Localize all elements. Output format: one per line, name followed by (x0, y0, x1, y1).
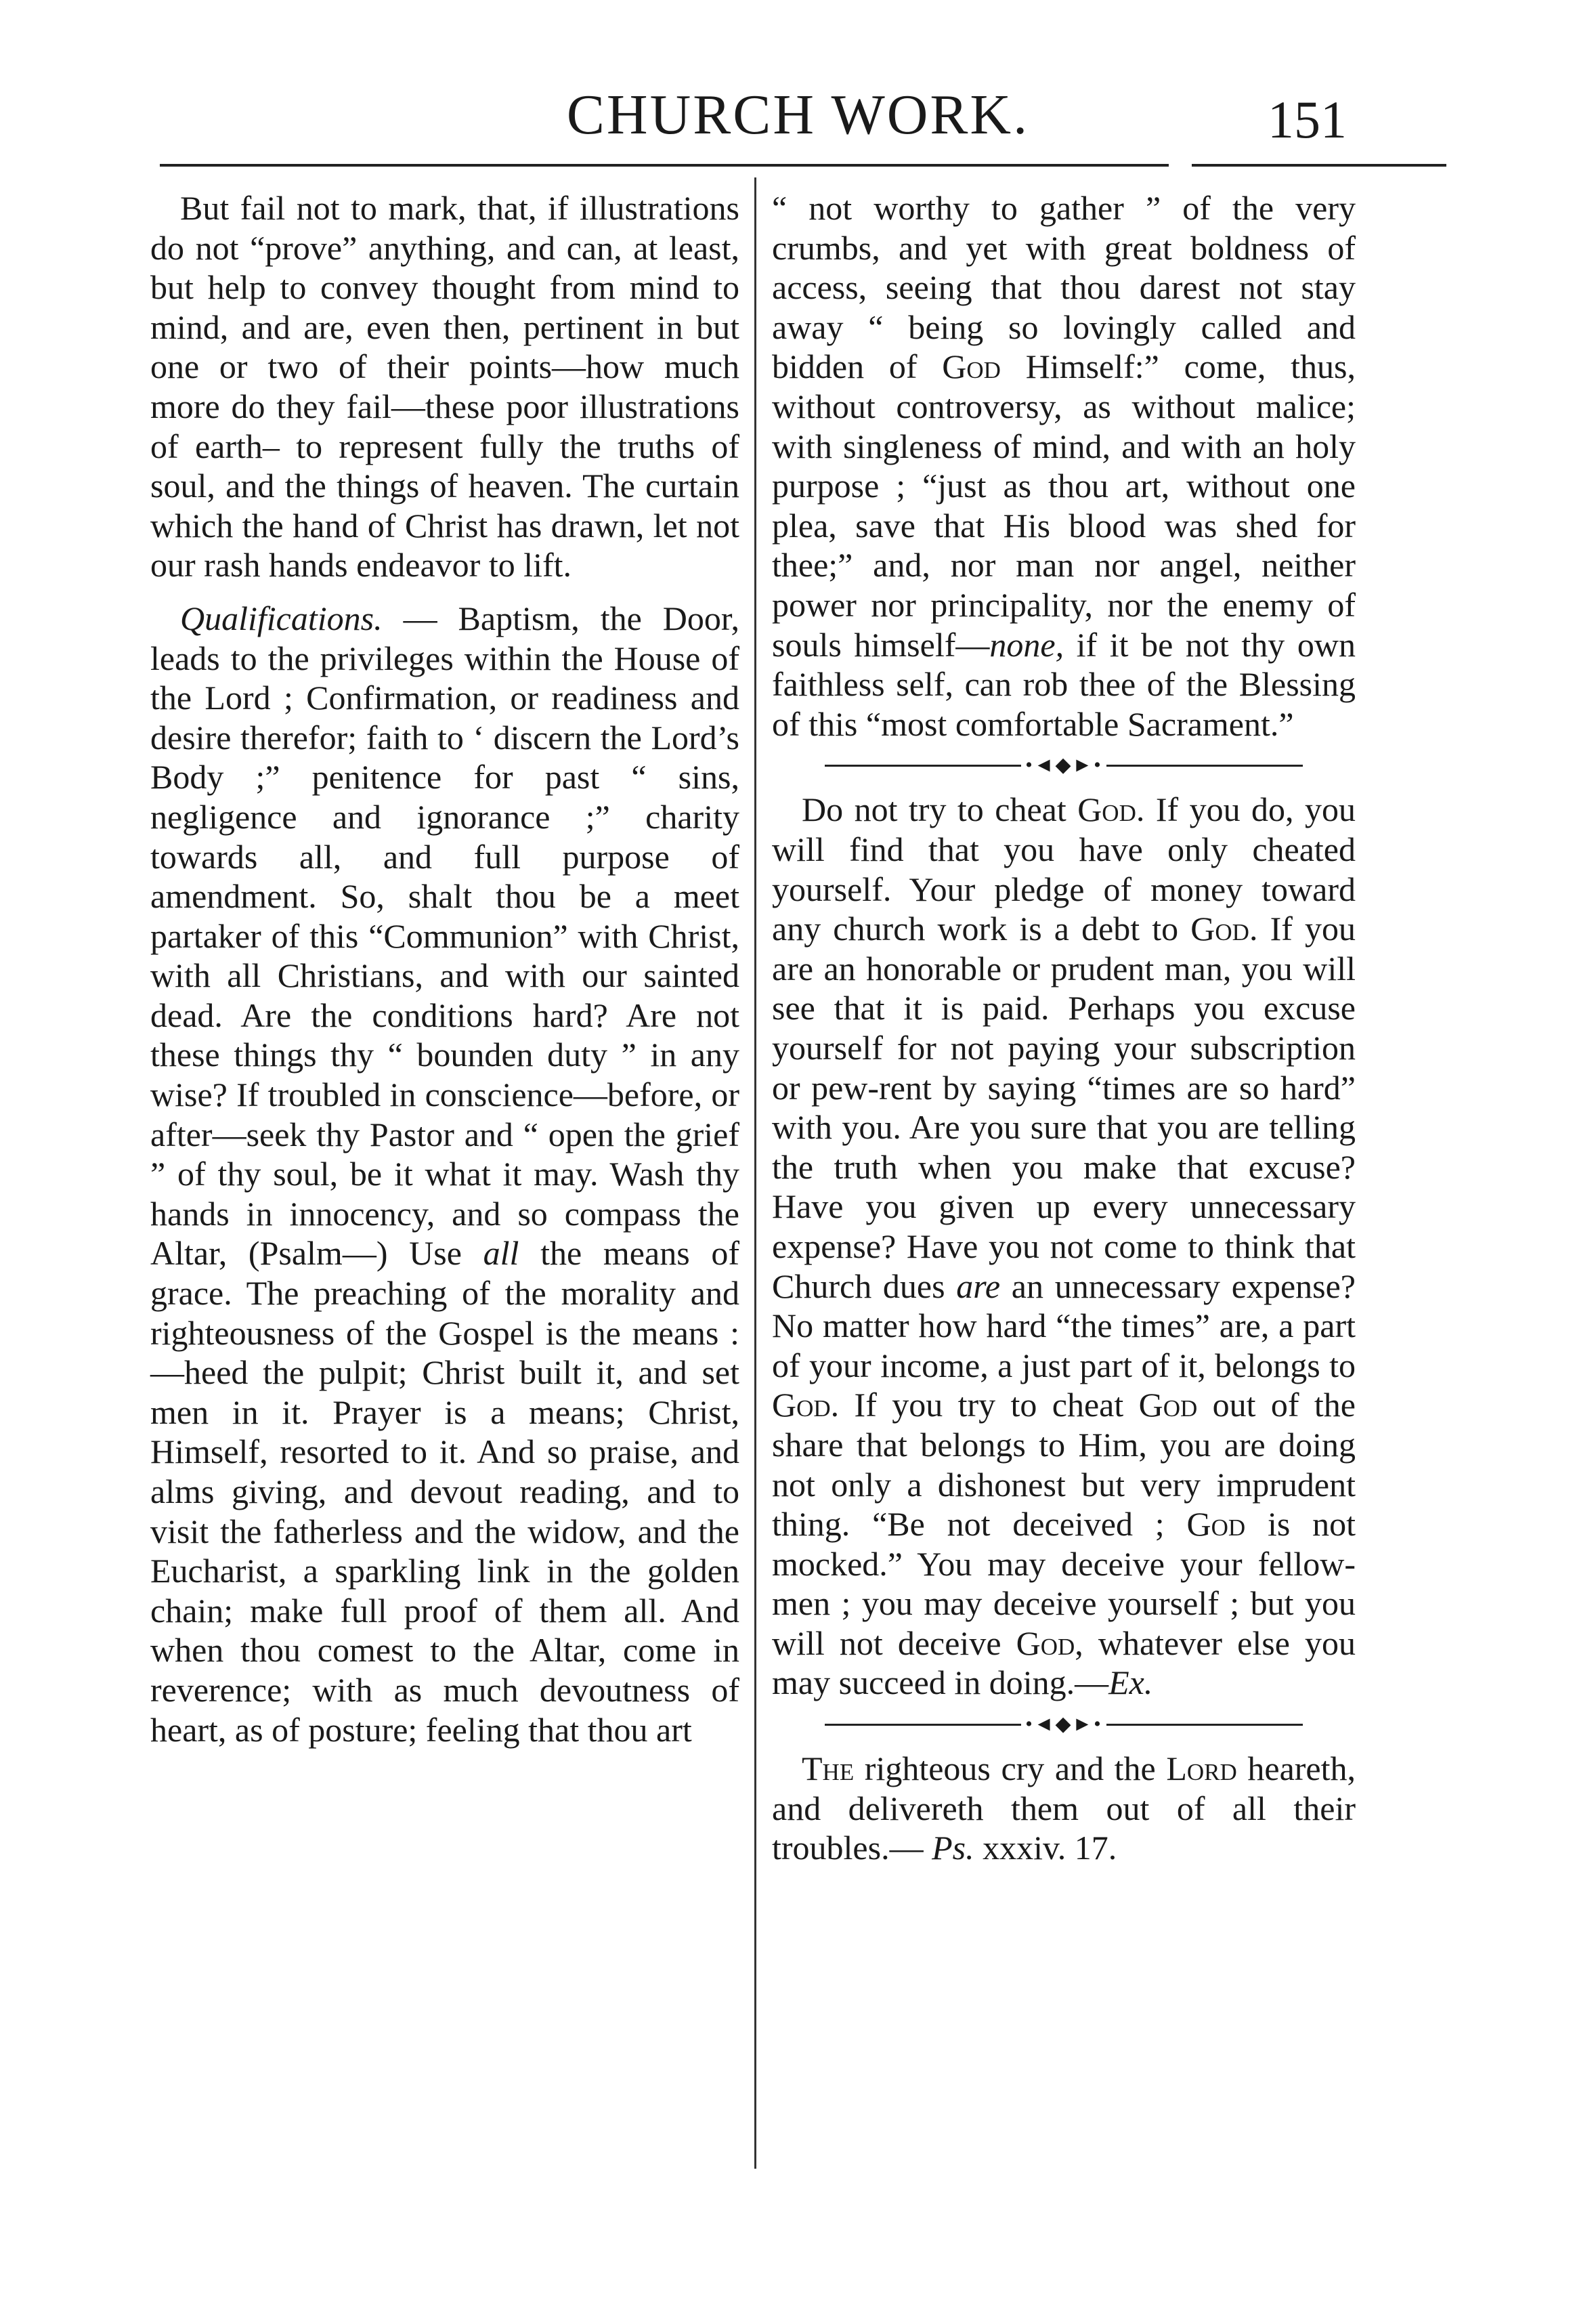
section-heading: Qualifications. (180, 599, 383, 637)
emphasis-are: are (956, 1267, 1001, 1305)
emphasis-all: all (483, 1234, 519, 1273)
source-attribution: Ex. (1108, 1663, 1153, 1702)
paragraph-text: is not mocked.” You may deceive your fellow-men ; you may deceive yourself ; but you will not deceive (772, 1505, 1356, 1662)
paragraph-qualifications (150, 599, 739, 1749)
right-column (772, 188, 1356, 1868)
paragraph-text: , whatever else you may succeed in doing.— (772, 1623, 1356, 1702)
paragraph-text: Do not try to cheat (802, 790, 1078, 829)
paragraph-text: out of the share that belongs to Him, you are doing not only a dishonest but very imprudent thing. “Be not deceived ; (772, 1386, 1356, 1544)
ornament-glyph: •◄◆►• (1025, 1713, 1102, 1736)
page-number: 151 (1268, 90, 1347, 149)
paragraph-text: Himself:” come, thus, without controversy, as without malice; with singleness of mind, and with an holy purpose ; “just as thou art, without one plea, save that His blood was shed for thee;” and, nor man nor angel, neither power nor principality, nor the enemy of souls himself— (772, 347, 1356, 664)
header-rule-right (1192, 164, 1446, 167)
paragraph-illustrations (150, 188, 739, 585)
paragraph-text: heareth, and delivereth them out of all their troubles.— (772, 1749, 1356, 1867)
paragraph-text: — Baptism, the Door, leads to the privileges within the House of the Lord ; Confirmation, or readiness and desire therefor; faith to ‘ discern the Lord’s Body ;” penitence for past “ sins, negligence and ignorance ;” charity towards all, and full purpose of amendment. So, shalt thou be a meet partaker of this “Communion” with Christ, with all Christians, and with our sainted dead. Are the conditions hard? Are not these things thy “ bounden duty ” in any wise? If troubled in conscience—before, or after—seek thy Pastor and “ open the grief ” of thy soul, be it what it may. Wash thy hands in innocency, and so compass the Altar, (Psalm—) Use (150, 599, 739, 1273)
small-caps-god: God (1016, 1623, 1075, 1662)
paragraph-text: an unnecessary expense? No matter how hard “the times” are, a part of your income, a just part of it, belongs to (772, 1267, 1356, 1384)
paragraph-continued (772, 188, 1356, 744)
small-caps-god: God (1190, 910, 1249, 948)
ornament-rule-left (825, 1724, 1021, 1726)
section-ornament (772, 1708, 1356, 1739)
paragraph-text: . If you try to cheat (830, 1386, 1139, 1424)
paragraph-text: xxxiv. 17. (974, 1829, 1117, 1867)
ornament-rule-left (825, 765, 1021, 767)
small-caps-god: God (942, 347, 1001, 386)
paragraph-text: “ not worthy to gather ” of the very crumbs, and yet with great boldness of access, seeing that thou darest not stay away “ being so lovingly called and bidden of (772, 189, 1356, 386)
paragraph-text: But fail not to mark, that, if illustrations do not “prove” anything, and can, at least, but help to convey thought from mind to mind, and are, even then, pertinent in but one or two of their points—how much more do they fail—these poor illustrations of earth– to represent fully the truths of soul, and the things of heaven. The curtain which the hand of Christ has drawn, let not our rash hands endeavor to lift. (150, 189, 739, 585)
ornament-rule-right (1106, 1724, 1303, 1726)
paragraph-text: the means of grace. The preaching of the morality and righteousness of the Gospel is the means :—heed the pulpit; Christ built it, and set men in it. Prayer is a means; Christ, Himself, resorted to it. And so praise, and alms giving, and devout reading, and to visit the fatherless and the widow, and the Eucharist, a sparkling link in the golden chain; make full proof of them all. And when thou comest to the Altar, come in reverence; with as much devoutness of heart, as of posture; feeling that thou art (150, 1234, 740, 1749)
paragraph-text: . If you do, you will find that you have only cheated yourself. Your pledge of money toward any church work is a debt to (772, 790, 1356, 948)
left-column (150, 188, 739, 1749)
ornament-glyph: •◄◆►• (1025, 754, 1102, 777)
ornament-rule-right (1106, 765, 1303, 767)
small-caps-god: God (1138, 1386, 1198, 1424)
paragraph-text: if it be not thy own faithless self, can rob thee of the Blessing of this “most comfortable Sacrament.” (772, 625, 1356, 743)
small-caps-god: God (1186, 1505, 1246, 1544)
emphasis-none: none, (989, 625, 1064, 664)
paragraph-cheat-god (772, 790, 1356, 1703)
small-caps-god: God (772, 1386, 831, 1424)
header-rule-left (160, 164, 1169, 167)
running-title: CHURCH WORK. (566, 83, 1030, 146)
column-divider (754, 177, 756, 2169)
scripture-reference: Ps. (932, 1829, 974, 1867)
paragraph-text: righteous cry and the (854, 1749, 1167, 1788)
small-caps-god: God (1077, 790, 1136, 829)
paragraph-psalm-quote (772, 1749, 1356, 1868)
section-ornament (772, 749, 1356, 780)
small-caps-lord: Lord (1166, 1749, 1237, 1788)
small-caps-the: The (802, 1749, 855, 1788)
paragraph-text: . If you are an honorable or prudent man, you will see that it is paid. Perhaps you excuse yourself for not paying your subscription or pew-rent by saying “times are so hard” with you. Are you sure that you are telling the truth when you make that excuse? Have you given up every unnecessary expense? Have you not come to think that Church dues (772, 910, 1356, 1305)
